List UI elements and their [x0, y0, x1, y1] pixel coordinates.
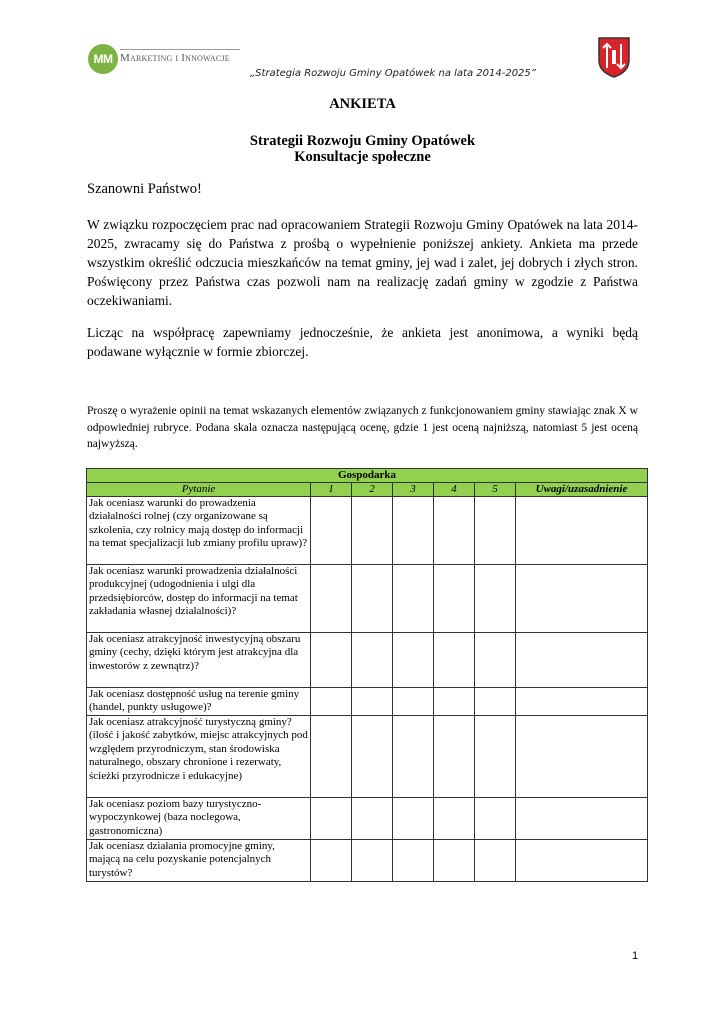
- notes-cell[interactable]: [516, 716, 648, 798]
- rating-cell[interactable]: [311, 716, 352, 798]
- question-text: Jak oceniasz działania promocyjne gminy, mającą na celu pozyskanie potencjalnych turystów?: [87, 840, 311, 882]
- notes-cell[interactable]: [516, 633, 648, 688]
- notes-cell[interactable]: [516, 840, 648, 882]
- rating-cell[interactable]: [434, 565, 475, 633]
- rating-cell[interactable]: [311, 633, 352, 688]
- rating-cell[interactable]: [311, 688, 352, 716]
- rating-cell[interactable]: [434, 688, 475, 716]
- rating-cell[interactable]: [393, 840, 434, 882]
- question-text: Jak oceniasz warunki do prowadzenia działalności rolnej (czy organizowane są szkolenia, czy rolnicy mają dostęp do informacji na temat specjalizacji lub zmiany profilu upraw)?: [87, 497, 311, 565]
- logo-initials: MM: [88, 44, 118, 74]
- question-text: Jak oceniasz atrakcyjność turystyczną gminy? (ilość i jakość zabytków, miejsc atrakcyjnych pod względem przyrodniczym, stan środowiska naturalnego, obszary chronione i rezerwaty, ścieżki przyrodnicze i edukacyjne): [87, 716, 311, 798]
- header-document-title: „Strategia Rozwoju Gminy Opatówek na lata 2014-2025”: [250, 68, 536, 79]
- table-row: [87, 840, 648, 882]
- survey-title: ANKIETA: [329, 96, 396, 112]
- rating-cell[interactable]: [352, 840, 393, 882]
- rating-cell[interactable]: [311, 565, 352, 633]
- rating-cell[interactable]: [311, 798, 352, 840]
- category-label: Gospodarka: [87, 469, 648, 483]
- notes-cell[interactable]: [516, 798, 648, 840]
- rating-cell[interactable]: [434, 798, 475, 840]
- table-row: [87, 497, 648, 565]
- coat-of-arms-icon: [597, 36, 631, 78]
- rating-cell[interactable]: [434, 633, 475, 688]
- rating-cell[interactable]: [352, 798, 393, 840]
- rating-cell[interactable]: [475, 688, 516, 716]
- table-row: [87, 716, 648, 798]
- rating-cell[interactable]: [352, 565, 393, 633]
- rating-cell[interactable]: [434, 716, 475, 798]
- question-text: Jak oceniasz poziom bazy turystyczno-wypoczynkowej (baza noclegowa, gastronomiczna): [87, 798, 311, 840]
- survey-subtitle: Strategii Rozwoju Gminy Opatówek: [249, 133, 476, 149]
- rating-cell[interactable]: [475, 633, 516, 688]
- col-notes: Uwagi/uzasadnienie: [516, 483, 648, 497]
- table-row: [87, 565, 648, 633]
- col-rating-4: 4: [434, 483, 475, 497]
- rating-cell[interactable]: [475, 840, 516, 882]
- rating-cell[interactable]: [393, 688, 434, 716]
- greeting: Szanowni Państwo!: [87, 181, 202, 197]
- table-row: [87, 798, 648, 840]
- rating-cell[interactable]: [352, 716, 393, 798]
- notes-cell[interactable]: [516, 688, 648, 716]
- rating-cell[interactable]: [475, 716, 516, 798]
- rating-cell[interactable]: [393, 798, 434, 840]
- notes-cell[interactable]: [516, 497, 648, 565]
- rating-cell[interactable]: [475, 565, 516, 633]
- instructions-paragraph: Proszę o wyrażenie opinii na temat wskazanych elementów związanych z funkcjonowaniem gminy stawiając znak X w odpowiedniej rubryce. Podana skala oznacza następującą ocenę, gdzie 1 jest oceną najniższą, natomiast 5 jest oceną najwyższą.: [87, 405, 638, 450]
- col-rating-3: 3: [393, 483, 434, 497]
- company-logo: [88, 42, 248, 82]
- anonymity-paragraph: Licząc na współpracę zapewniamy jednocześnie, że ankieta jest anonimowa, a wyniki będą podawane wyłącznie w formie zbiorczej.: [87, 325, 638, 359]
- rating-cell[interactable]: [393, 633, 434, 688]
- rating-cell[interactable]: [475, 497, 516, 565]
- col-rating-2: 2: [352, 483, 393, 497]
- col-rating-1: 1: [311, 483, 352, 497]
- question-text: Jak oceniasz warunki prowadzenia działalności produkcyjnej (udogodnienia i ulgi dla przedsiębiorców, dostęp do informacji na temat zakładania własnej działalności)?: [87, 565, 311, 633]
- rating-cell[interactable]: [352, 497, 393, 565]
- question-text: Jak oceniasz atrakcyjność inwestycyjną obszaru gminy (cechy, dzięki którym jest atrakcyjna dla inwestorów z zewnątrz)?: [87, 633, 311, 688]
- header-row: [87, 483, 648, 497]
- table-row: [87, 633, 648, 688]
- rating-cell[interactable]: [393, 565, 434, 633]
- rating-cell[interactable]: [352, 688, 393, 716]
- table-row: [87, 688, 648, 716]
- logo-divider: [120, 49, 240, 50]
- rating-cell[interactable]: [352, 633, 393, 688]
- page-number: 1: [632, 950, 639, 962]
- logo-text: Marketing i Innowacje: [120, 52, 230, 64]
- col-rating-5: 5: [475, 483, 516, 497]
- rating-cell[interactable]: [393, 716, 434, 798]
- rating-cell[interactable]: [311, 840, 352, 882]
- question-text: Jak oceniasz dostępność usług na terenie gminy (handel, punkty usługowe)?: [87, 688, 311, 716]
- col-question: Pytanie: [87, 483, 311, 497]
- rating-cell[interactable]: [311, 497, 352, 565]
- notes-cell[interactable]: [516, 565, 648, 633]
- category-row: [87, 469, 648, 483]
- rating-cell[interactable]: [434, 497, 475, 565]
- survey-subtitle-2: Konsultacje społeczne: [294, 149, 431, 165]
- rating-cell[interactable]: [434, 840, 475, 882]
- intro-paragraph: W związku rozpoczęciem prac nad opracowaniem Strategii Rozwoju Gminy Opatówek na lata 2014-2025, zwracamy się do Państwa z prośbą o wypełnienie poniższej ankiety. Ankieta ma przede wszystkim określić odczucia mieszkańców na temat gminy, jej wad i zalet, jej dobrych i złych stron. Poświęcony przez Państwa czas pozwoli nam na realizację zadań gminy w zgodzie z Państwa oczekiwaniami.: [87, 217, 638, 308]
- rating-cell[interactable]: [393, 497, 434, 565]
- rating-cell[interactable]: [475, 798, 516, 840]
- survey-table: [86, 468, 648, 882]
